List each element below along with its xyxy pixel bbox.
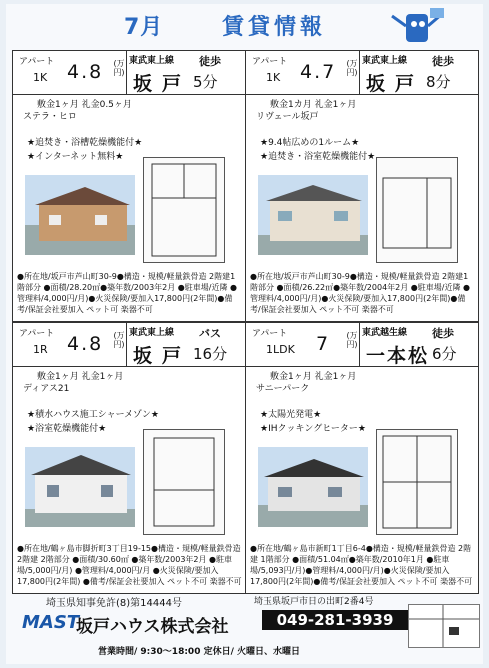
listing-header xyxy=(13,323,245,367)
station-name: 坂戸 xyxy=(133,73,192,95)
building-photo xyxy=(258,447,368,527)
feature-item: ★追焚き・浴槽乾燥機能付★ xyxy=(27,138,143,148)
license-number: 埼玉県知事免許(8)第14444号 xyxy=(46,598,182,609)
listing-header xyxy=(246,51,478,95)
access-minutes: 8分 xyxy=(426,73,451,91)
station-name: 坂戸 xyxy=(366,73,425,95)
listing-card-2[interactable] xyxy=(245,50,479,322)
feature-item: ★太陽光発電★ xyxy=(260,410,322,420)
page-title: 賃貸情報 xyxy=(222,15,327,40)
header xyxy=(6,4,483,48)
building-photo xyxy=(25,447,135,527)
property-type: アパート xyxy=(252,57,288,67)
property-details: ●所在地/鶴ヶ島市脚折町3丁目19-15●構造・規模/軽量鉄骨造 2階建 2階部分 ●面積/30.60㎡ ●築年数/2003年2月 ●駐車場/5,000円/月) ●管理料/4,000円/月 ●火災保険/要加入17,800円(2年間) ●備考/保証会社要加入 ペット不可 楽器不可 xyxy=(17,544,242,586)
property-details: ●所在地/鶴ヶ島市新町1丁目6-4●構造・規模/軽量鉄骨造 2階建 1階部分 ●面積/51.04㎡●築年数/2010年1月 ●駐車場/5,093円/月)●管理料/4,000円/月)●火災保険/要加入17,800円(2年間)●備考/保証会社要加入 ペット不可 楽器不可 xyxy=(250,544,473,586)
train-line: 東武東上線 xyxy=(362,56,408,66)
company-address: 埼玉県坂戸市日の出町2番4号 xyxy=(254,597,374,607)
building-photo xyxy=(25,175,135,255)
access-minutes: 6分 xyxy=(432,345,457,363)
feature-item: ★積水ハウス施工シャーメゾン★ xyxy=(27,410,159,420)
map-icon xyxy=(408,604,480,648)
train-line: 東武東上線 xyxy=(129,56,175,66)
divider xyxy=(359,51,360,94)
floor-plan xyxy=(376,429,458,535)
access-minutes: 5分 xyxy=(193,73,218,91)
feature-item: ★インターネット無料★ xyxy=(27,152,124,162)
rent-value: 4.8 xyxy=(67,333,104,355)
room-layout: 1LDK xyxy=(266,343,295,356)
phone-number[interactable]: 049-281-3939 xyxy=(262,610,408,630)
building-name: ステラ・ヒロ xyxy=(23,112,77,122)
divider xyxy=(126,323,127,366)
deposit-conditions: 敷金1ヶ月 礼金1ヶ月 xyxy=(37,372,124,382)
access-mode: バス xyxy=(199,327,221,340)
listing-card-3[interactable] xyxy=(12,322,246,594)
property-type: アパート xyxy=(252,329,288,339)
floor-plan xyxy=(143,429,225,535)
company-logo: MAST xyxy=(22,612,80,633)
property-type: アパート xyxy=(19,57,55,67)
property-details: ●所在地/坂戸市芦山町30-9●構造・規模/軽量鉄骨造 2階建1階部分 ●面積/28.20㎡●築年数/2003年2月 ●駐車場/近隣 ●管理料/4,000円/月)●火災保険/要加入17,800円(2年間)●備考/保証会社要加入 ペット可 楽器不可 xyxy=(17,272,237,314)
access-minutes: 16分 xyxy=(193,345,228,363)
rent-unit: (万円) xyxy=(346,331,358,349)
room-layout: 1K xyxy=(266,71,281,84)
company-name: 坂戸ハウス株式会社 xyxy=(76,617,229,637)
divider xyxy=(359,323,360,366)
access-mode: 徒歩 xyxy=(199,55,221,68)
floor-plan xyxy=(376,157,458,263)
feature-item: ★追焚き・浴室乾燥機能付★ xyxy=(260,152,376,162)
room-layout: 1K xyxy=(33,71,48,84)
rent-unit: (万円) xyxy=(346,59,358,77)
property-details: ●所在地/坂戸市芦山町30-9●構造・規模/軽量鉄骨造 2階建1階部分 ●面積/26.22㎡●築年数/2004年2月 ●駐車場/近隣 ●管理料/4,000円/月)●火災保険/要加入17,800円(2年間)●備考/保証会社要加入 ペット不可 楽器不可 xyxy=(250,272,470,314)
rent-unit: (万円) xyxy=(113,59,125,77)
room-layout: 1R xyxy=(33,343,48,356)
rent-value: 4.7 xyxy=(300,61,337,83)
mascot-icon xyxy=(384,6,448,48)
flyer xyxy=(6,4,483,664)
rent-value: 7 xyxy=(316,333,331,355)
listing-header xyxy=(246,323,478,367)
deposit-conditions: 敷金1ヶ月 礼金0.5ヶ月 xyxy=(37,100,132,110)
access-mode: 徒歩 xyxy=(432,327,454,340)
train-line: 東武東上線 xyxy=(129,328,175,338)
building-name: リヴェール坂戸 xyxy=(256,112,319,122)
building-photo xyxy=(258,175,368,255)
business-hours: 営業時間/ 9:30～18:00 定休日/ 火曜日、水曜日 xyxy=(98,647,301,657)
station-name: 坂戸 xyxy=(133,345,192,367)
listing-header xyxy=(13,51,245,95)
floor-plan xyxy=(143,157,225,263)
deposit-conditions: 敷金1カ月 礼金1ヶ月 xyxy=(270,100,357,110)
deposit-conditions: 敷金1ヶ月 礼金1ヶ月 xyxy=(270,372,357,382)
listing-card-4[interactable] xyxy=(245,322,479,594)
station-name: 一本松 xyxy=(366,345,430,367)
feature-item: ★9.4帖広めの1ルーム★ xyxy=(260,138,360,148)
property-type: アパート xyxy=(19,329,55,339)
rent-unit: (万円) xyxy=(113,331,125,349)
building-name: サニーパーク xyxy=(256,384,310,394)
train-line: 東武越生線 xyxy=(362,328,408,338)
building-name: ディアス21 xyxy=(23,384,70,394)
feature-item: ★IHクッキングヒーター★ xyxy=(260,424,366,434)
listing-card-1[interactable] xyxy=(12,50,246,322)
feature-item: ★浴室乾燥機能付★ xyxy=(27,424,107,434)
month-label: 7月 xyxy=(124,15,164,40)
rent-value: 4.8 xyxy=(67,61,104,83)
divider xyxy=(126,51,127,94)
access-mode: 徒歩 xyxy=(432,55,454,68)
